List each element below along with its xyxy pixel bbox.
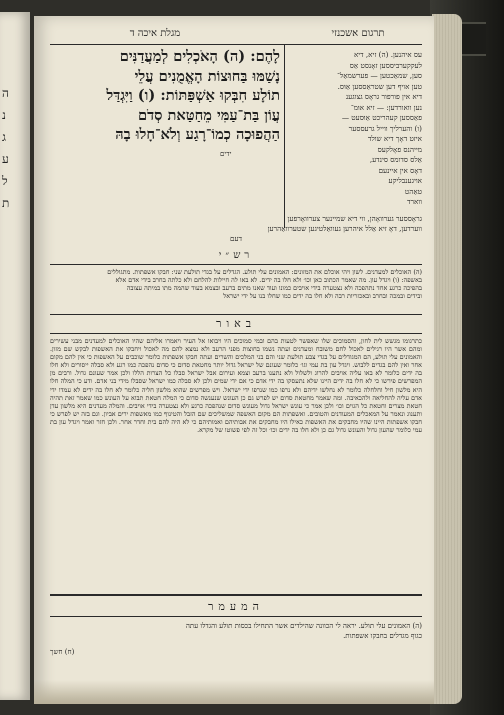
translation-line: עס איהנען. (ה) זיא, דיא bbox=[353, 50, 422, 59]
translation-line: טען אויף דען שטראַססען אַוּס. bbox=[337, 81, 422, 91]
translation-line: (ו) והערליך ווייל גרעססער bbox=[348, 123, 422, 133]
left-fragment: ה bbox=[2, 86, 9, 100]
page-frame bbox=[50, 28, 422, 680]
spine-band bbox=[462, 22, 486, 56]
translation-line: נען וואורדען: — זיא אוּמ־ bbox=[350, 102, 422, 112]
biur-rule-top bbox=[50, 314, 422, 315]
column-divider bbox=[284, 45, 285, 228]
maamar-footer: (ח) חשך bbox=[50, 648, 75, 656]
maamar-rule-top bbox=[50, 594, 422, 596]
translation-line: איזט דאָך דיא שולד bbox=[367, 134, 422, 143]
rashi-line: (ה) האוכלים למעדנים. לשון ויהי אוכלם את המזונים: האמונים עלי תולע. הגדלים על בגדי תולעת שני: חבקו אשפתות. מתגוללים bbox=[107, 268, 422, 276]
running-head-left: תרגום אשכנזי bbox=[331, 28, 385, 39]
translation-line: אַלס סדומס סינדע, bbox=[369, 155, 422, 164]
rashi-line: באשפה: (ו) ויגדל עון. מה שאמר הכתוב כאן וכו׳ ולא חלו בה ידים. לא באו לה חיילות להלחם ולא כלתה בחרב בידי אדם אלא bbox=[115, 276, 422, 285]
maamar-rule bbox=[50, 616, 422, 617]
left-page-edge bbox=[0, 12, 30, 700]
maamar-title: המעמר bbox=[208, 600, 264, 613]
scripture-line: לָהֶם: (ה) הָאֹכְלִים לְמַעֲדַנִּים bbox=[119, 48, 280, 65]
left-fragment: נ bbox=[2, 108, 6, 122]
translation-full-line: דעם bbox=[229, 234, 242, 243]
scripture-line: עֲוֹן בַּת־עַמִּי מֵחַטַּאת סְדֹם bbox=[137, 106, 280, 124]
head-rule bbox=[50, 44, 422, 45]
translation-line: דאָס אין איינעם bbox=[378, 165, 422, 175]
rashi-rule bbox=[50, 264, 422, 265]
rashi-block bbox=[50, 268, 422, 300]
rashi-line: בהפיכה כרגע אחד נתהפכה ולא נצטערה בידי אויבים כמונו ועוד שאנו מתים ברעב ובצמא בעוד שהמה מתו במיתה עצובה bbox=[126, 284, 422, 293]
translation-line: ווארד bbox=[407, 197, 422, 206]
running-head-right: מגלת איכה ד bbox=[129, 28, 181, 39]
scripture-line: נָשַׁמּוּ בַּחוּצוֹת הָאֱמֻנִים עֲלֵי bbox=[134, 67, 280, 85]
biur-title: באור bbox=[215, 317, 257, 330]
maamar-line: (ה) האמונים עלי תולע. יראה לי הכוונה שהילדים אשר התחילו בכסות תולע והגדלו עתה bbox=[185, 622, 422, 630]
rashi-title: רש״י bbox=[218, 250, 254, 261]
translation-line: טאַהט bbox=[404, 186, 422, 196]
translation-column bbox=[290, 50, 422, 208]
translation-line: סען, שמאַכטען — פערשמאַל־ bbox=[337, 71, 422, 80]
biur-rule bbox=[50, 333, 422, 334]
catchword: ידים bbox=[220, 150, 232, 158]
left-fragment: ת bbox=[2, 196, 10, 210]
maamar-line: כגוף מגדלים בחבקו אשפתות. bbox=[343, 632, 422, 640]
translation-line: פאַססען קעהריכט אַוּסעט — bbox=[341, 113, 422, 122]
rashi-line: ובידים ובמכה ובחרב ובאכזריות רבה ולא חלו בה ידים כמו שחלו בנו על ידי ישראל bbox=[223, 292, 422, 301]
translation-line: אויגענבליקע bbox=[388, 176, 422, 185]
left-fragment: ג bbox=[2, 130, 6, 144]
left-fragment: ע bbox=[2, 152, 9, 166]
left-fragment: ל bbox=[2, 174, 8, 188]
scripture-line: הַהֲפוּכָה כְמוֹ־רָגַע וְלֹא־חָלוּ בָהּ bbox=[115, 126, 280, 143]
page-edges bbox=[432, 14, 462, 704]
translation-full-line: ווערדען, דאָ זיא אַלל איהרען געוואַלטיגען שטערוואַהרען bbox=[267, 224, 422, 233]
translation-line: מייהנס פאָלקעס bbox=[377, 144, 422, 154]
translation-full-line: גראָססער גערוואָהן, ווי דיא שמיינער צערוואָרפען bbox=[287, 214, 422, 223]
biur-paragraph: כתרגומו מגשש לית לחון, והסמוכים שלו שאפשר לטעות בהם ובמי סמוכים היו ויבואו אל העיר ויאמרו אליהם שהיו האוכלים למעדנים מבני עשירים ומהם אשר היו רגילים לאכול לחם משובח ומעדנים ועתה נשמו בחוצות מפני הרעב ולא נמצא להם מה לאכול ויחבקו את האשפות לבקש שם מזון. והאמונים עלי תולע, הם המגודלים על בגדי צבע תולעת שני והם בני המלכים והשרים ועתה חבקו אשפתות כלומר שוכבים על האשפות כי אין להם מקום אחר ואין להם בגדים ללבוש. ויגדל עון בת עמי וגו׳ כלומר שעונם של ישראל גדול יותר מחטאת סדום כי סדום נהפכה כמו רגע ולא סבלה ייסורים ולא חלו בה ידים כלומר לא באו עליה אויבים להרוג ולשלול ולא נתענו ברעב וצמא ועירום אבל ישראל סבלו כל הצרות הללו ולכן אמר שעונם גדול. ורבים מן המפרשים פירשו כי לא חלו בה ידים היינו שלא נתעסקו בה ידי אדם כי אם ידי שמים ולכן לא סבלה כמו ישראל שסבלו מידי בני אדם. ודע כי המלה חלו היא מלשון חיל וחלחלה כלומר לא נחלשו ידיהם ולא נרפו כמו שנרפו ידי ישראל. ויש מפרשים שהוא מלשון חליה כלומר לא חלו בה ידים לא עמדו ידי אדם עליה להחליאה ולהכאיבה. ומה שאמר מחטאת סדום יש לפרש גם כן העונש שנענשה סדום כי המלה חטאת תבוא על העונש כמו שאמר זאת תהיה חטאת מצרים וחטאת כל הגוים וכו׳ ולכן אמר כי עונש ישראל גדול מעונש סדום שנהפכה כרגע ולא נצטערה בידי אויבים. והמלה מעדנים היא מלשון עדן ותענוג ונאמר על המאכלים המעודנים והטובים. ואשפתות הם מקום האשפה שמשליכים שם הזבל והטינוף כמו מאשפות ירים אביון. וגם בזה יש לפרש כי חבקו אשפתות היינו שהיו מחבקים את האשפות כאילו היו מחבקים את אבותיהם ואמותיהם כי לא היה להם בית וחדר אחר. ולכן חזר ואמר ויגדל עון בת עמי כלומר שהעון גדול והעונש גדול גם כן ולא חלו בה ידים וכו׳ וכל זה לפי פשוטו של מקרא. bbox=[50, 337, 422, 435]
scripture-line: תוֹלָע חִבְּקוּ אַשְׁפַּתּוֹת: (ו) וַיִּגְדַּל bbox=[106, 87, 280, 104]
scripture-block bbox=[50, 47, 280, 145]
right-page bbox=[34, 16, 434, 704]
translation-line: דיא אין פורפור גראָס גצוגענ bbox=[345, 92, 422, 101]
page-bottom-shadow bbox=[34, 680, 434, 704]
translation-line: לעקקערביססען זאָנסט אַס bbox=[349, 60, 422, 70]
